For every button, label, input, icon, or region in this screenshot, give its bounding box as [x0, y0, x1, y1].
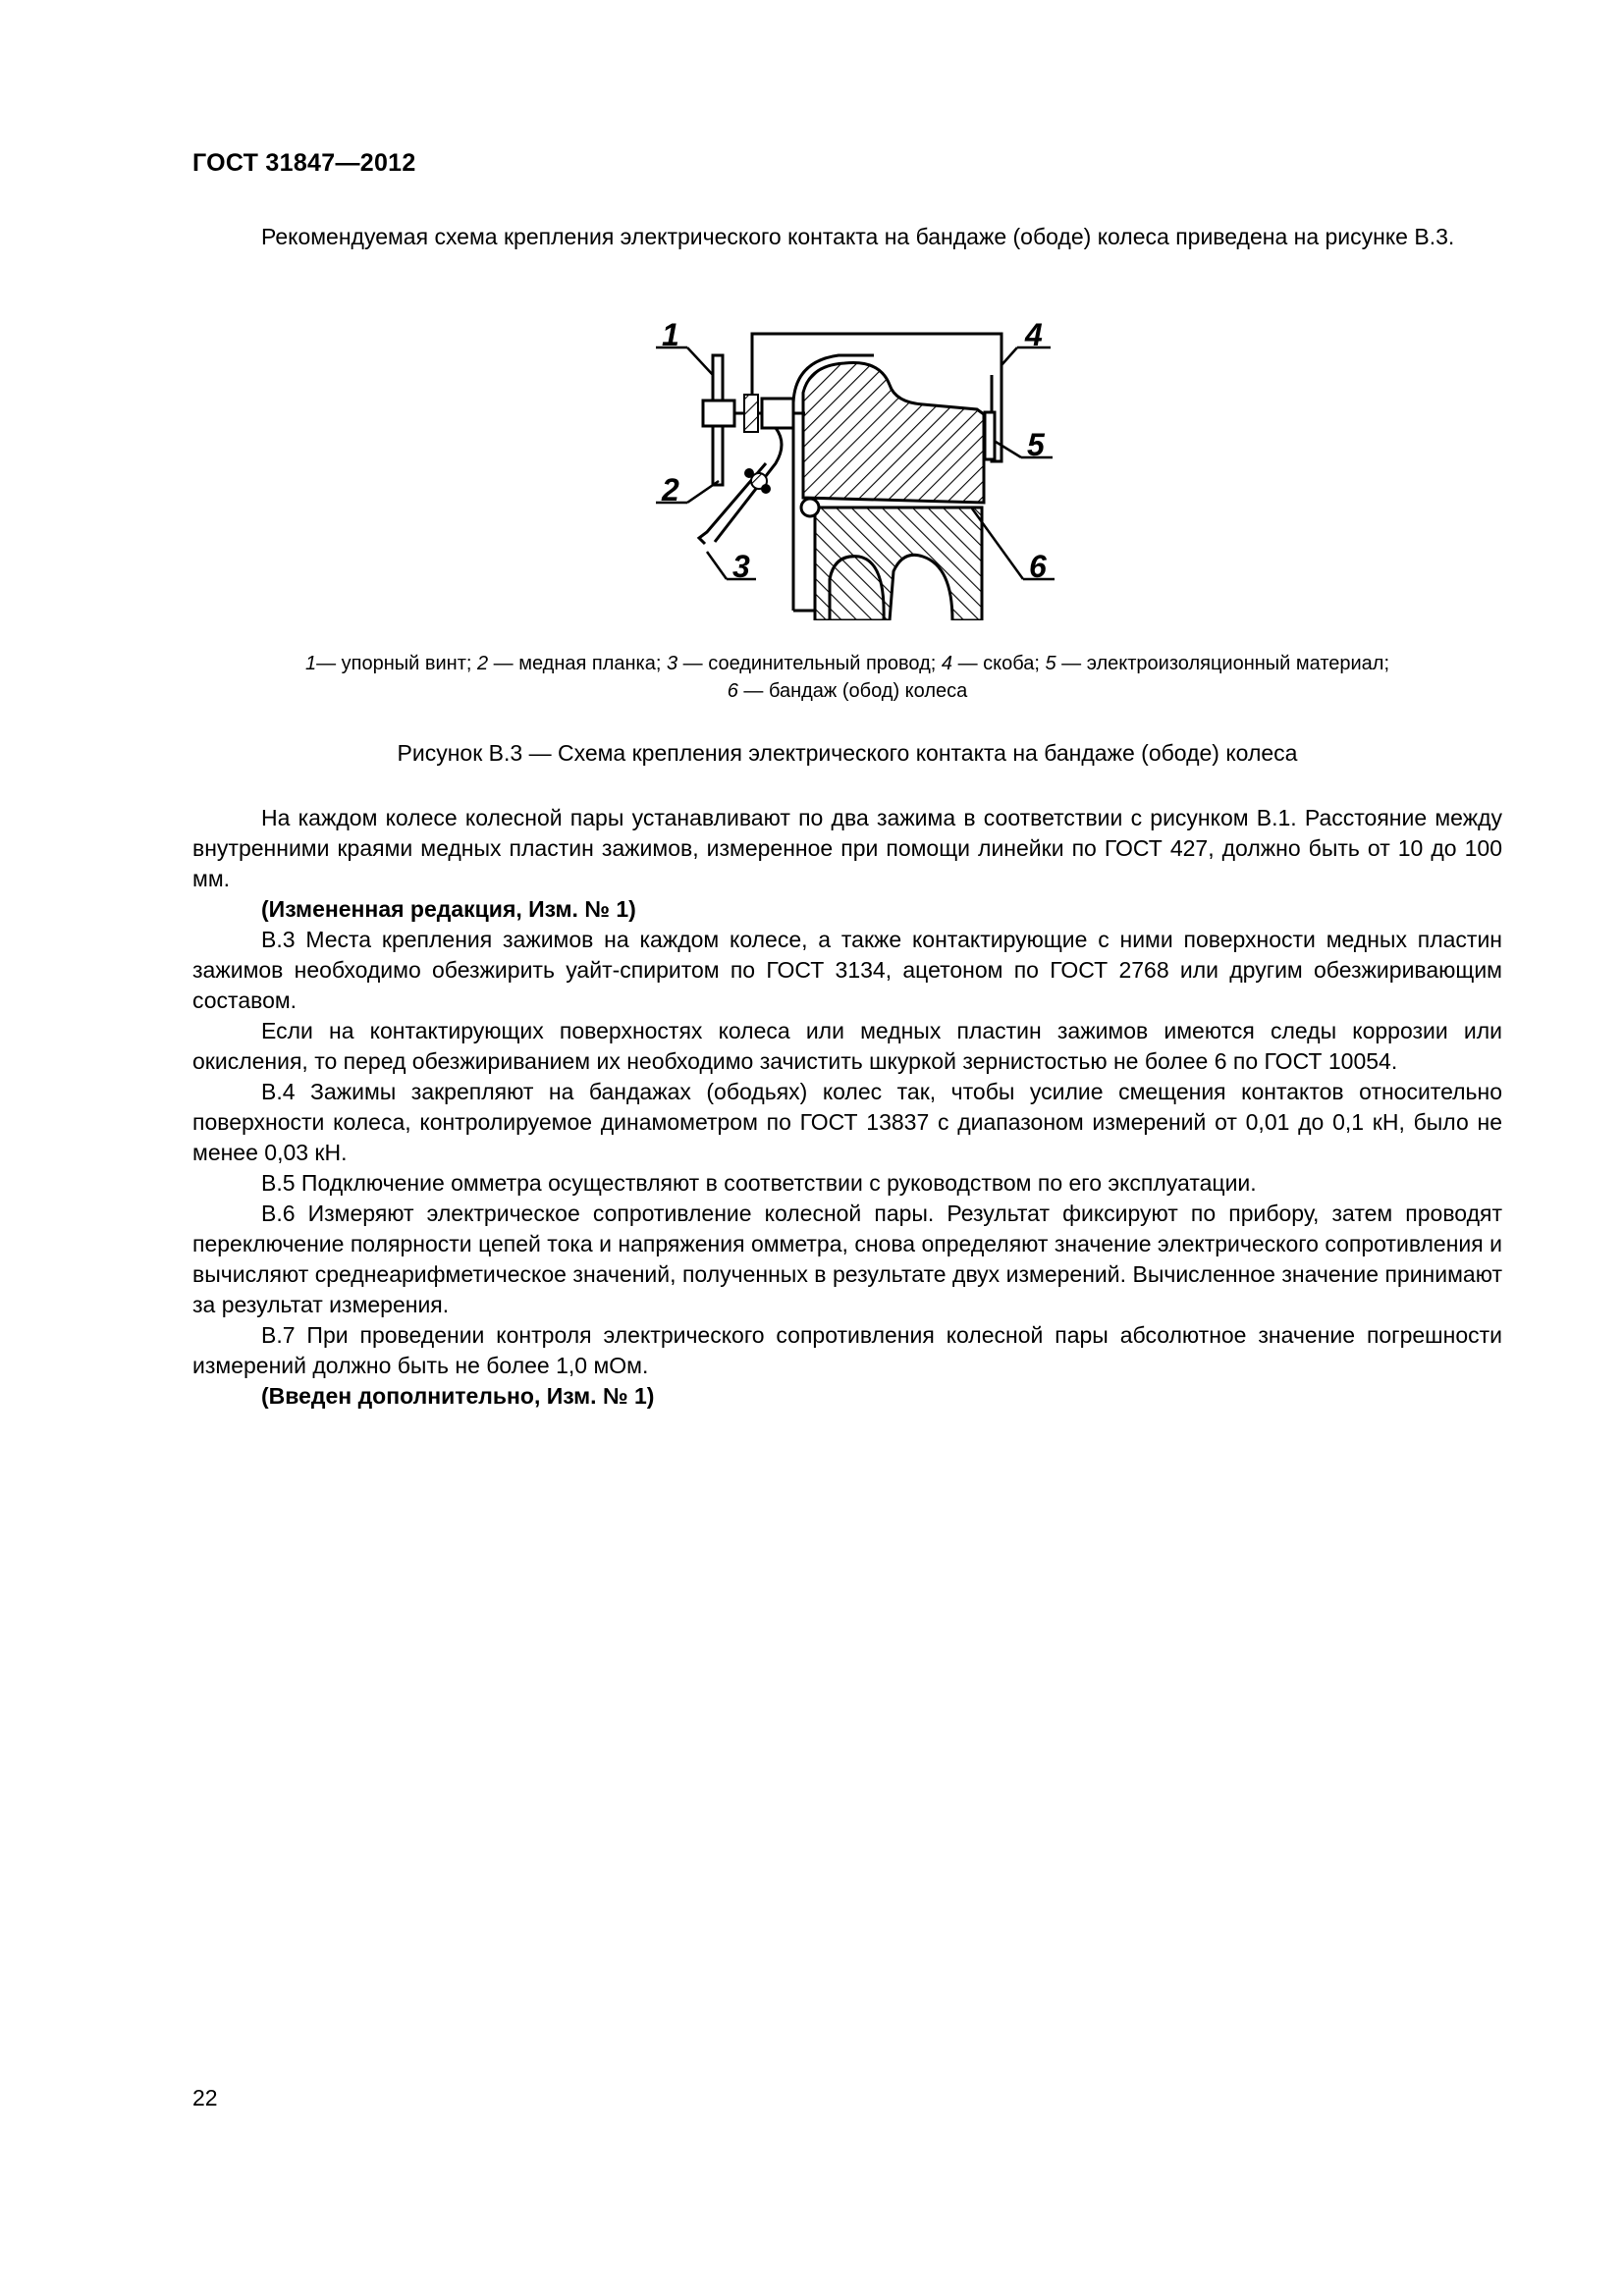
label-5: 5 — [1027, 427, 1045, 462]
document-header: ГОСТ 31847—2012 — [192, 149, 416, 177]
legend-text-2: — медная планка; — [488, 653, 667, 674]
legend-num-5: 5 — [1045, 653, 1056, 674]
insulator — [985, 412, 995, 459]
figure-caption: Рисунок В.3 — Схема крепления электрического контакта на бандаже (ободе) колеса — [397, 740, 1298, 766]
paragraph-b3-corrosion: Если на контактирующих поверхностях колеса или медных пластин зажимов имеются следы коррозии или окисления, то перед обезжириванием их необходимо зачистить шкуркой зернистостью не более 6 по ГОСТ 10054. — [192, 1018, 1502, 1074]
label-3: 3 — [732, 549, 750, 584]
amendment-note-1: (Измененная редакция, Изм. № 1) — [261, 896, 636, 922]
screw — [762, 399, 793, 428]
figure-legend — [192, 650, 1502, 705]
contact-mount-diagram — [628, 316, 1060, 620]
legend-num-6: 6 — [727, 680, 738, 702]
amendment-note-2: (Введен дополнительно, Изм. № 1) — [261, 1383, 655, 1409]
paragraph-clamps: На каждом колесе колесной пары устанавливают по два зажима в соответствии с рисунком В.1. Расстояние между внутренними краями медных пластин зажимов, измеренное при помощи линейки по ГОСТ 427, должно быть от 10 до 100 мм. — [192, 805, 1502, 891]
legend-num-1: 1 — [304, 653, 317, 674]
paragraph-b3: В.3 Места крепления зажимов на каждом колесе, а также контактирующие с ними поверхности медных пластин зажимов необходимо обезжирить уайт-спиритом по ГОСТ 3134, ацетоном по ГОСТ 2768 или другим обезжиривающим составом. — [192, 927, 1502, 1013]
label-4: 4 — [1025, 317, 1043, 352]
paragraph-b6: В.6 Измеряют электрическое сопротивление колесной пары. Результат фиксируют по прибору, затем проводят переключение полярности цепей тока и напряжения омметра, снова определяют значение электрического сопротивления и вычисляют среднеарифметическое значений, полученных в результате двух измерений. Вычисленное значение принимают за результат измерения. — [192, 1201, 1502, 1317]
legend-text-3: — соединительный провод; — [677, 653, 942, 674]
label-2: 2 — [662, 472, 679, 507]
intro-paragraph: Рекомендуемая схема крепления электрического контакта на бандаже (ободе) колеса приведена на рисунке В.3. — [261, 224, 1455, 249]
legend-num-3: 3 — [666, 653, 678, 674]
legend-text-5: — электроизоляционный материал; — [1056, 653, 1390, 674]
legend-num-2: 2 — [476, 653, 489, 674]
page-number: 22 — [192, 2085, 218, 2110]
legend-text-1: — упорный винт; — [316, 653, 477, 674]
paragraph-b5: В.5 Подключение омметра осуществляют в соответствии с руководством по его эксплуатации. — [261, 1170, 1257, 1196]
paragraph-b4: В.4 Зажимы закрепляют на бандажах (ободьях) колес так, чтобы усилие смещения контактов относительно поверхности колеса, контролируемое динамометром по ГОСТ 13837 с диапазоном измерений от 0,01 до 0,1 кН, было не менее 0,03 кН. — [192, 1079, 1502, 1165]
label-6: 6 — [1029, 549, 1047, 584]
legend-text-4: — скоба; — [952, 653, 1046, 674]
legend-text-6: — бандаж (обод) колеса — [737, 680, 968, 702]
figure-b3 — [0, 316, 1624, 620]
legend-num-4: 4 — [941, 653, 953, 674]
label-1: 1 — [662, 317, 679, 352]
tire-section — [803, 362, 984, 503]
paragraph-b7: В.7 При проведении контроля электрического сопротивления колесной пары абсолютное значение погрешности измерений должно быть не более 1,0 мОм. — [192, 1322, 1502, 1378]
wheel-center — [815, 507, 982, 620]
